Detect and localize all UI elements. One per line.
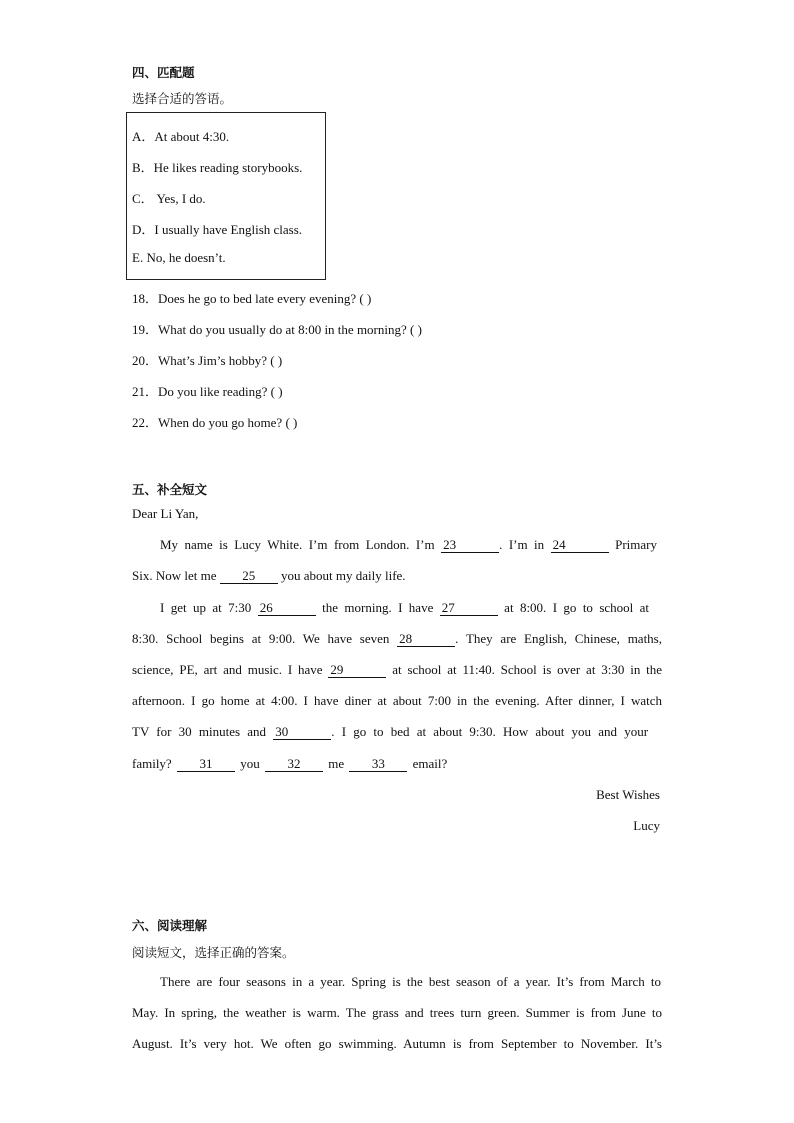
letter-line-7: TV for 30 minutes and 30 . I go to bed at about 9:30. How about you and your: [132, 724, 649, 739]
blank-23: 23: [441, 538, 499, 553]
letter-signature: Lucy: [633, 818, 660, 833]
question-20: 20．What’s Jim’s hobby? ( ): [132, 353, 283, 368]
letter-line-4: 8:30. School begins at 9:00. We have seven 28 . They are English, Chinese, maths,: [132, 631, 662, 646]
section-6-heading: 六、阅读理解: [132, 918, 208, 933]
blank-31: 31: [177, 757, 235, 772]
passage-line-1: There are four seasons in a year. Spring is the best season of a year. It’s from March to: [160, 974, 661, 989]
blank-28: 28: [397, 632, 455, 647]
passage-line-3: August. It’s very hot. We often go swimming. Autumn is from September to November. It’s: [132, 1036, 662, 1051]
option-d: D．I usually have English class.: [132, 222, 303, 237]
letter-line-5: science, PE, art and music. I have 29 at school at 11:40. School is over at 3:30 in the: [132, 662, 663, 677]
letter-line-6: afternoon. I go home at 4:00. I have diner at about 7:00 in the evening. After dinner, I watch: [132, 693, 662, 708]
blank-27: 27: [440, 601, 498, 616]
option-e: E. No, he doesn’t.: [132, 250, 226, 265]
option-b: B．He likes reading storybooks.: [132, 160, 303, 175]
letter-line-3: I get up at 7:30 26 the morning. I have 27 at 8:00. I go to school at: [160, 600, 650, 615]
option-c: C． Yes, I do.: [132, 191, 206, 206]
blank-25: 25: [220, 569, 278, 584]
passage-line-2: May. In spring, the weather is warm. The grass and trees turn green. Summer is from June to: [132, 1005, 662, 1020]
blank-33: 33: [349, 757, 407, 772]
blank-30: 30: [273, 725, 331, 740]
question-18: 18．Does he go to bed late every evening? ( ): [132, 291, 372, 306]
question-21: 21．Do you like reading? ( ): [132, 384, 283, 399]
section-5-heading: 五、补全短文: [132, 482, 208, 497]
letter-salutation: Dear Li Yan,: [132, 506, 199, 521]
blank-32: 32: [265, 757, 323, 772]
section-4-heading: 四、匹配题: [132, 65, 195, 80]
section-6-instruction: 阅读短文，选择正确的答案。: [132, 945, 295, 960]
question-22: 22．When do you go home? ( ): [132, 415, 298, 430]
question-19: 19．What do you usually do at 8:00 in the morning? ( ): [132, 322, 422, 337]
blank-29: 29: [328, 663, 386, 678]
letter-line-2: Six. Now let me 25 you about my daily life.: [132, 568, 406, 583]
letter-line-1: My name is Lucy White. I’m from London. I’m 23 . I’m in 24 Primary: [160, 537, 657, 552]
option-a: A．At about 4:30.: [132, 129, 230, 144]
blank-26: 26: [258, 601, 316, 616]
blank-24: 24: [551, 538, 609, 553]
section-4-instruction: 选择合适的答语。: [132, 91, 233, 106]
letter-closing: Best Wishes: [596, 787, 660, 802]
letter-line-8: family? 31 you 32 me 33 email?: [132, 756, 448, 771]
